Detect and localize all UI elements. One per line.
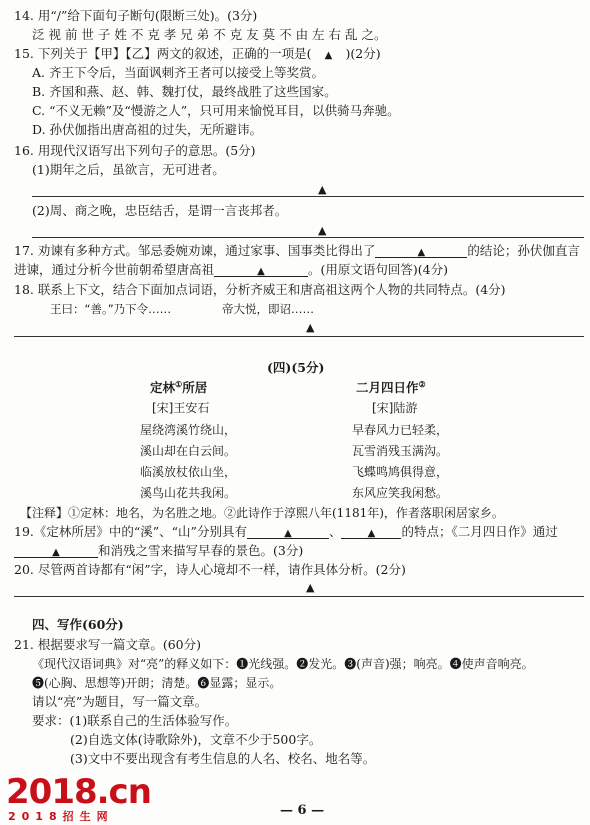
answer-triangle: ▲ xyxy=(284,528,292,539)
poem2-author: [宋]陆游 xyxy=(372,401,418,415)
answer-triangle: ▲ xyxy=(52,547,60,558)
q18-example-1: 王曰：“善。”乃下令…… xyxy=(50,302,172,316)
q19-blank-2[interactable] xyxy=(341,526,401,539)
q15-option-d: D. 孙伏伽指出唐高祖的过失，无所避讳。 xyxy=(32,122,263,137)
poem1-title-text: 定林 xyxy=(150,380,176,395)
answer-triangle: ▲ xyxy=(367,528,376,539)
answer-triangle: ▲ xyxy=(257,266,265,277)
answer-line xyxy=(14,336,584,337)
poem2-line-2: 瓦雪消残玉满沟。 xyxy=(352,444,449,458)
q19-text-b: 、 xyxy=(328,524,342,539)
q18-stem: 18. 联系上下文，结合下面加点词语，分析齐威王和唐高祖这两个人物的共同特点。(4分) xyxy=(14,282,506,297)
q20-stem: 20. 尽管两首诗都有“闲”字，诗人心境却不一样，请作具体分析。(2分) xyxy=(14,562,406,577)
answer-triangle: ▲ xyxy=(318,224,327,237)
section-4-title: (四)(5分) xyxy=(267,360,325,375)
q17-line-2 xyxy=(14,262,448,278)
answer-line xyxy=(14,596,584,597)
q15-option-b: B. 齐国和燕、赵、韩、魏打仗，最终战胜了这些国家。 xyxy=(32,84,337,99)
q17-text-c: 进谏，通过分析今世前朝希望唐高祖 xyxy=(14,262,215,277)
site-logo-subtitle: 2018招生网 xyxy=(8,810,114,823)
answer-triangle: ▲ xyxy=(306,321,315,334)
q17-text-d: 。(用原文语句回答)(4分) xyxy=(308,262,448,277)
q19-text-c: 的特点；《二月四日作》通过 xyxy=(401,524,558,539)
answer-line xyxy=(32,196,584,197)
section-writing-title: 四、写作(60分) xyxy=(32,617,124,632)
q15-stem xyxy=(14,46,381,64)
q15-stem-a: 15. 下列关于【甲】【乙】两文的叙述，正确的一项是( xyxy=(14,46,312,61)
answer-triangle: ▲ xyxy=(306,581,315,594)
q17-line-1 xyxy=(14,243,580,259)
q16-sentence-1: (1)期年之后，虽欲言，无可进者。 xyxy=(32,162,225,177)
poem1-note-mark: ① xyxy=(175,378,183,389)
answer-triangle: ▲ xyxy=(417,247,426,258)
q21-definition-1: 《现代汉语词典》对“亮”的释义如下：❶光线强。❷发光。❸(声音)强；响亮。❹使声音响亮。 xyxy=(32,657,534,671)
site-logo: 2018.cn xyxy=(6,772,151,812)
q14-stem: 14. 用“/”给下面句子断句(限断三处)。(3分) xyxy=(14,8,258,23)
q17-text-a: 17. 劝谏有多种方式。邹忌委婉劝谏，通过家事、国事类比得出了 xyxy=(14,243,376,258)
poem2-line-3: 飞蝶鸣鸠俱得意， xyxy=(352,465,449,479)
q16-sentence-2: (2)周、商之晚，忠臣结舌，是谓一言丧邦者。 xyxy=(32,203,288,218)
q16-stem: 16. 用现代汉语写出下列句子的意思。(5分) xyxy=(14,143,256,158)
q19-blank-3[interactable] xyxy=(14,545,98,558)
q19-text-d: 和消残之雪来描写早春的景色。(3分) xyxy=(98,543,304,558)
q21-requirement-1: 要求：(1)联系自己的生活体验写作。 xyxy=(32,713,238,728)
page-number: — 6 — xyxy=(280,803,325,818)
q17-text-b: 的结论；孙伏伽直言 xyxy=(467,243,580,258)
q21-definition-2: ❺(心胸、思想等)开朗；清楚。❻显露；显示。 xyxy=(32,676,282,690)
q15-stem-b: )(2分) xyxy=(345,46,381,61)
poem2-title-text: 二月四日作 xyxy=(356,380,419,395)
poem1-line-3: 临溪放杖依山坐， xyxy=(140,465,237,479)
q15-option-c: C. “不义无赖”及“慢游之人”，只可用来愉悦耳目，以供骑马奔驰。 xyxy=(32,103,400,118)
answer-triangle: ▲ xyxy=(324,50,333,61)
poem2-title xyxy=(356,378,426,396)
poem1-title-text-2: 所居 xyxy=(182,380,208,395)
poem-notes: 【注释】①定林：地名，为名胜之地。②此诗作于淳熙八年(1181年)，作者落职闲居家乡。 xyxy=(20,506,504,520)
answer-line xyxy=(32,237,584,238)
q15-option-a: A. 齐王下令后，当面讽刺齐王者可以接受上等奖赏。 xyxy=(32,65,324,80)
poem1-line-1: 屋绕湾溪竹绕山， xyxy=(140,423,237,437)
answer-triangle: ▲ xyxy=(318,183,327,196)
q19-line-2 xyxy=(14,543,303,559)
q19-blank-1[interactable] xyxy=(247,526,329,539)
poem1-line-4: 溪鸟山花共我闲。 xyxy=(140,486,237,500)
q21-requirement-2: (2)自选文体(诗歌除外)，文章不少于500字。 xyxy=(70,732,322,747)
poem1-title xyxy=(150,378,207,396)
poem2-line-1: 早春风力已轻柔， xyxy=(352,423,449,437)
q14-sentence: 泛 视 前 世 子 姓 不 克 孝 兄 弟 不 克 友 莫 不 由 左 右 乱 之。 xyxy=(32,27,387,42)
q17-blank-2[interactable] xyxy=(214,264,308,277)
q21-stem: 21. 根据要求写一篇文章。(60分) xyxy=(14,637,202,652)
q21-title-requirement: 请以“亮”为题目，写一篇文章。 xyxy=(32,694,208,709)
q19-line-1 xyxy=(14,524,558,540)
q21-requirement-3: (3)文中不要出现含有考生信息的人名、校名、地名等。 xyxy=(70,751,376,766)
q19-text-a: 19.《定林所居》中的“溪”、“山”分别具有 xyxy=(14,524,247,539)
q18-example-2: 帝大悦，即诏…… xyxy=(222,302,314,316)
poem2-note-mark: ② xyxy=(418,378,426,389)
poem1-line-2: 溪山却在白云间。 xyxy=(140,444,237,458)
q17-blank-1[interactable] xyxy=(375,245,467,258)
poem1-author: [宋]王安石 xyxy=(152,401,210,415)
poem2-line-4: 东风应笑我闲愁。 xyxy=(352,486,449,500)
